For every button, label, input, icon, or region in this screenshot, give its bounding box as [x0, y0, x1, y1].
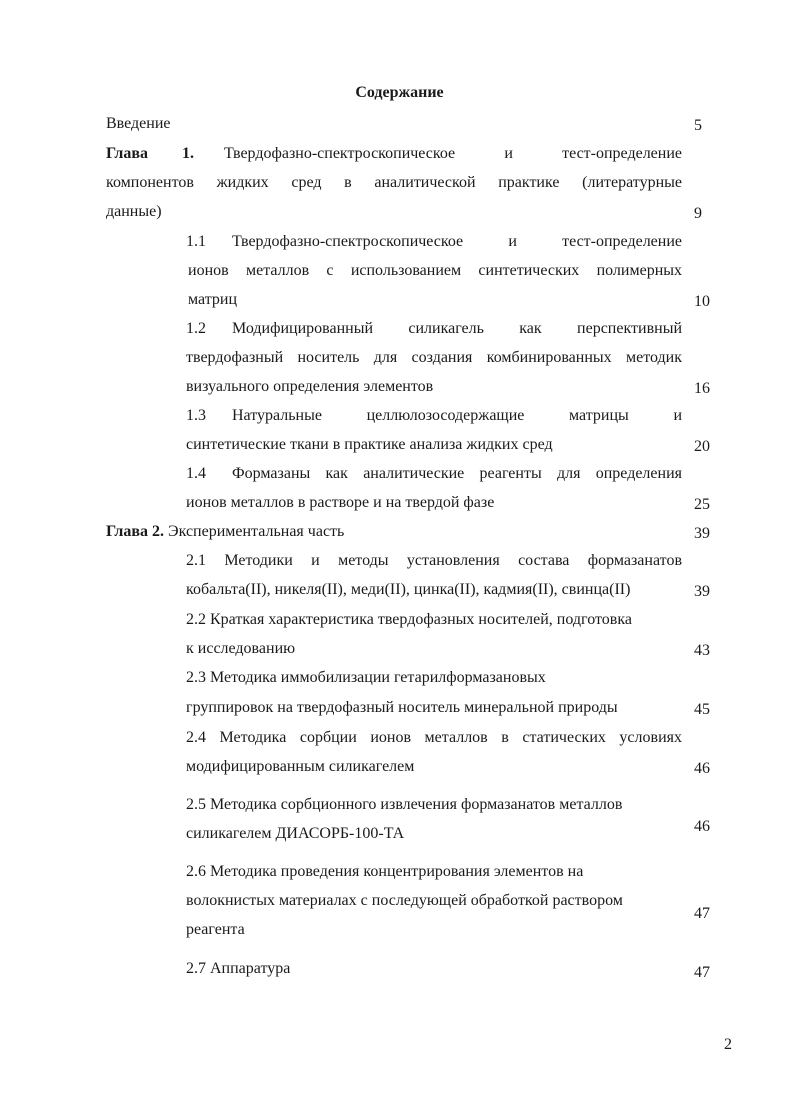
- toc-section-page: 20: [694, 438, 710, 455]
- page-title: Содержание: [355, 84, 444, 101]
- toc-section-line: Натуральные целлюлозосодержащие матрицы и: [232, 407, 682, 424]
- toc-section-line: 2.1 Методики и методы установления состава формазанатов: [186, 552, 682, 569]
- toc-chapter1-line3: данные): [106, 203, 162, 220]
- toc-section-page: 43: [694, 642, 710, 659]
- toc-section-number: 1.1: [186, 233, 206, 250]
- toc-section-line: к исследованию: [186, 640, 296, 657]
- chapter2-word: Глава 2.: [106, 523, 164, 540]
- toc-section-line: модифицированным силикагелем: [186, 758, 415, 775]
- toc-section-line: Модифицированный силикагель как перспективный: [232, 320, 682, 337]
- toc-intro-label: Введение: [106, 115, 171, 132]
- toc-chapter1-page: 9: [694, 205, 702, 222]
- toc-section-line: синтетические ткани в практике анализа жидких сред: [186, 436, 553, 453]
- toc-section-page: 10: [694, 293, 710, 310]
- toc-section-line: 2.5 Методика сорбционного извлечения формазанатов металлов: [186, 796, 623, 813]
- page-number: 2: [724, 1036, 732, 1053]
- toc-section-line: визуального определения элементов: [186, 378, 434, 395]
- toc-section-page: 46: [694, 818, 710, 835]
- toc-chapter2-heading: [106, 522, 344, 542]
- toc-section-page: 47: [694, 964, 710, 981]
- toc-section-page: 16: [694, 380, 710, 397]
- toc-chapter1-word: [106, 144, 148, 164]
- toc-section-page: 46: [694, 760, 710, 777]
- toc-section-line: Твердофазно-спектроскопическое и тест-определение: [232, 233, 682, 250]
- toc-section-line: 2.6 Методика проведения концентрирования элементов на: [186, 863, 584, 880]
- toc-section-line: ионов металлов в растворе и на твердой фазе: [186, 494, 495, 511]
- chapter1-word: Глава: [106, 145, 148, 162]
- toc-section-line: матриц: [188, 291, 238, 308]
- toc-chapter1-line2: компонентов жидких сред в аналитической практике (литературные: [106, 174, 682, 191]
- toc-section-line: твердофазный носитель для создания комбинированных методик: [186, 349, 682, 366]
- toc-section-line: волокнистых материалах с последующей обработкой раствором: [186, 892, 623, 909]
- chapter2-title: Экспериментальная часть: [168, 523, 345, 540]
- toc-section-page: 25: [694, 496, 710, 513]
- toc-section-line: ионов металлов с использованием синтетических полимерных: [188, 262, 682, 279]
- toc-section-line: 2.7 Аппаратура: [186, 960, 291, 977]
- toc-chapter2-page: 39: [694, 525, 710, 542]
- toc-section-number: 1.2: [186, 320, 206, 337]
- toc-section-line: 2.2 Краткая характеристика твердофазных носителей, подготовка: [186, 611, 632, 628]
- toc-section-number: 1.4: [186, 465, 206, 482]
- toc-section-line: реагента: [186, 921, 245, 938]
- toc-section-line: Формазаны как аналитические реагенты для определения: [232, 465, 682, 482]
- toc-section-number: 1.3: [186, 407, 206, 424]
- toc-chapter1-num: 1.: [182, 145, 194, 162]
- toc-chapter1-line1: Твердофазно-спектроскопическое и тест-определение: [224, 145, 682, 162]
- toc-section-line: 2.3 Методика иммобилизации гетарилформазановых: [186, 669, 546, 686]
- toc-section-page: 39: [694, 583, 710, 600]
- toc-section-line: силикагелем ДИАСОРБ-100-ТА: [186, 825, 405, 842]
- toc-section-line: группировок на твердофазный носитель минеральной природы: [186, 699, 618, 716]
- toc-section-line: 2.4 Методика сорбции ионов металлов в статических условиях: [186, 729, 682, 746]
- toc-section-line: кобальта(II), никеля(II), меди(II), цинка(II), кадмия(II), свинца(II): [186, 581, 631, 598]
- toc-section-page: 47: [694, 905, 710, 922]
- toc-intro-page: 5: [694, 117, 702, 134]
- toc-section-page: 45: [694, 701, 710, 718]
